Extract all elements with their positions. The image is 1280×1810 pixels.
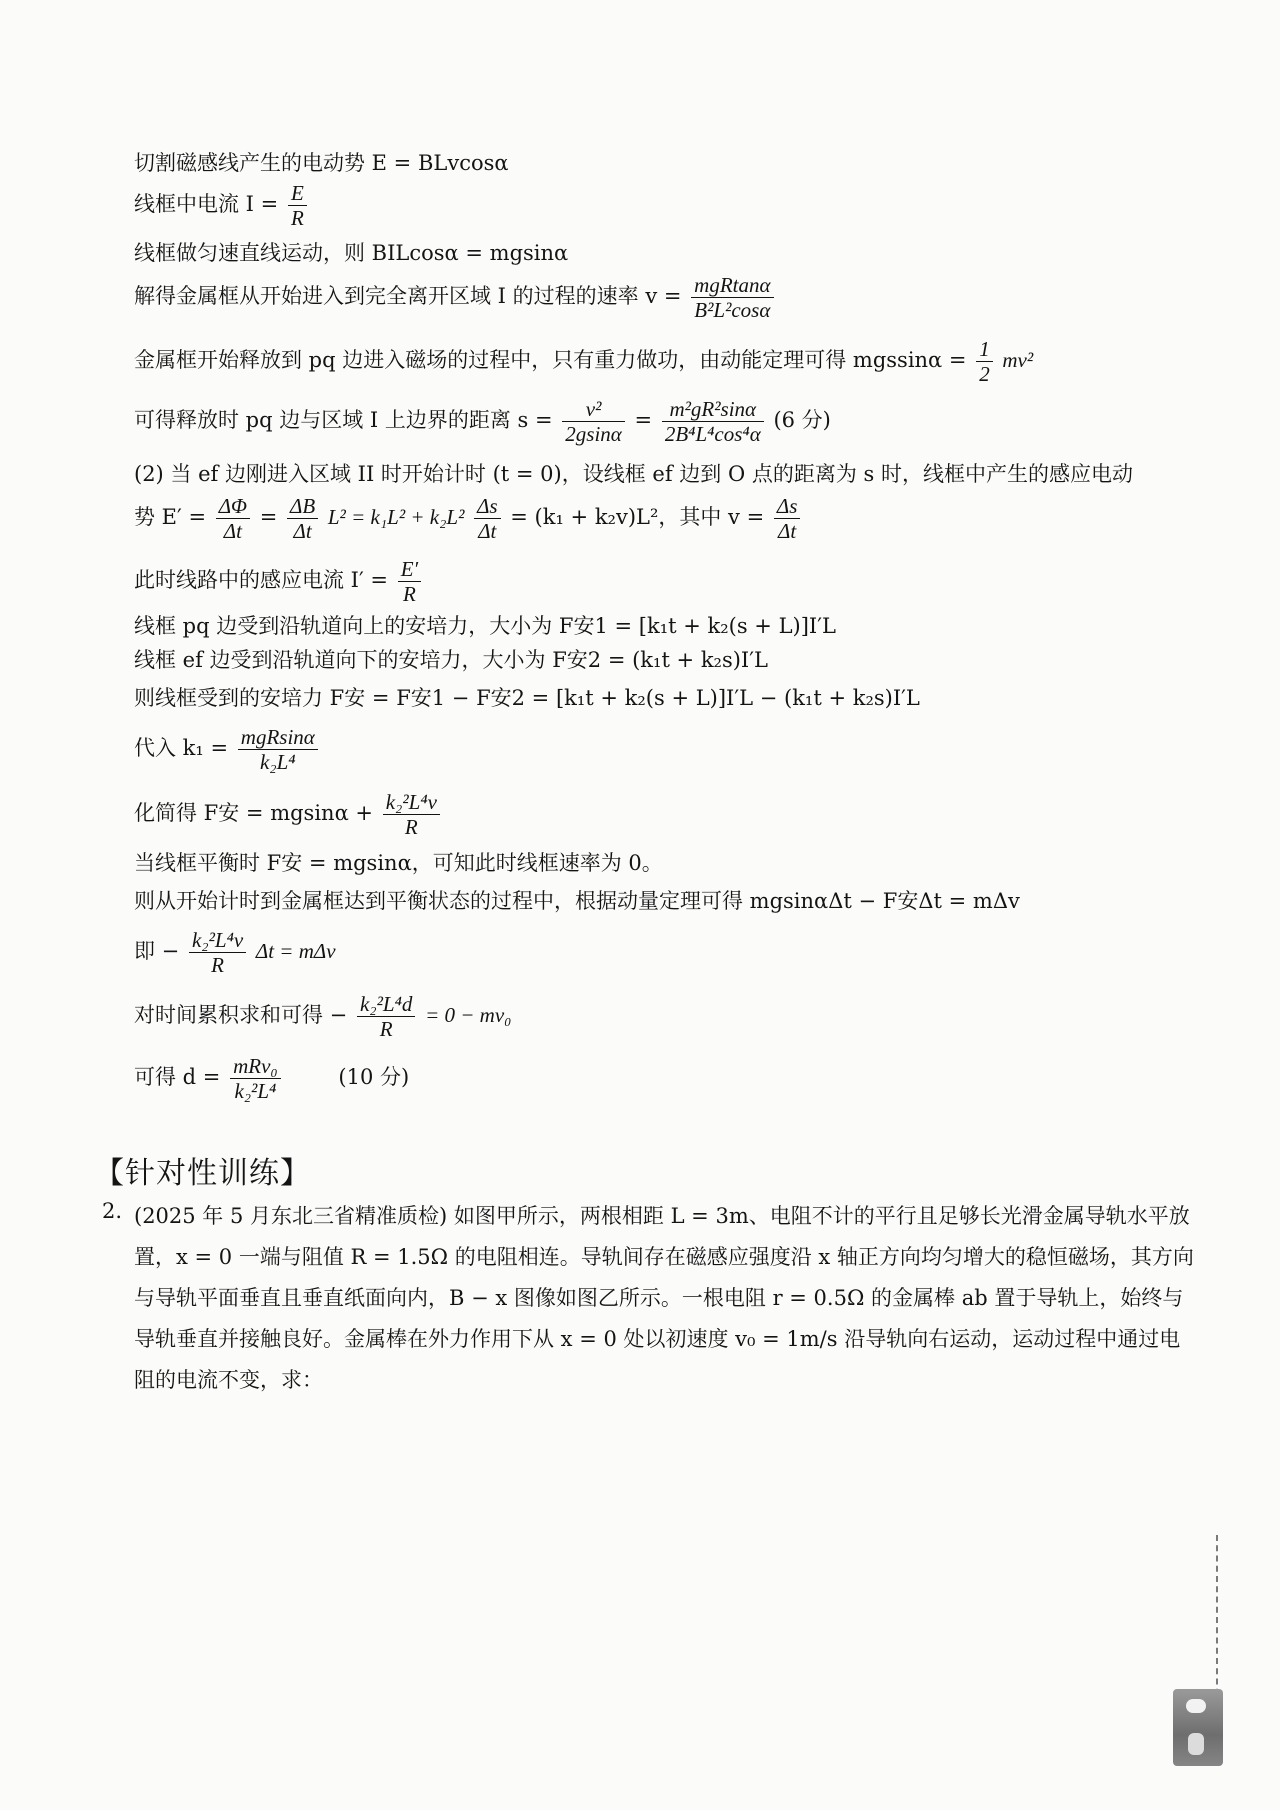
numerator: E′ xyxy=(398,557,421,582)
solution-text: 当线框平衡时 F安 = mgsinα，可知此时线框速率为 0。 xyxy=(134,851,663,875)
solution-text: 则从开始计时到金属框达到平衡状态的过程中，根据动量定理可得 mgsinαΔt − F安Δt = mΔv xyxy=(134,889,1020,913)
solution-line-14 xyxy=(134,790,443,839)
solution-text: mv² xyxy=(1002,348,1034,372)
denominator: Δt xyxy=(223,519,242,543)
numerator: v² xyxy=(562,397,625,422)
denominator: Δt xyxy=(778,519,797,543)
fraction xyxy=(562,397,625,446)
score-note: (6 分) xyxy=(773,408,831,432)
solution-line-7 xyxy=(134,459,1133,489)
solution-line-5 xyxy=(134,337,1033,386)
numerator: E xyxy=(288,181,307,206)
solution-line-17 xyxy=(134,928,336,977)
solution-text: Δt = mΔv xyxy=(255,939,336,963)
numerator: k₂²L⁴d xyxy=(357,992,415,1017)
solution-line-18 xyxy=(134,992,511,1041)
solution-line-1 xyxy=(134,148,509,178)
solution-text: 线框 pq 边受到沿轨道向上的安培力，大小为 F安1 = [k₁t + k₂(s + L)]I′L xyxy=(134,614,836,638)
fraction xyxy=(662,397,764,446)
tab-mark xyxy=(1188,1733,1204,1755)
solution-text: 对时间累积求和可得 − xyxy=(134,1003,348,1027)
solution-text: = (k₁ + k₂v)L²，其中 v = xyxy=(510,505,765,529)
numerator: 1 xyxy=(976,337,993,362)
solution-line-13 xyxy=(134,725,321,774)
denominator: 2 xyxy=(979,362,990,386)
solution-text: 金属框开始释放到 pq 边进入磁场的过程中，只有重力做功，由动能定理可得 mgssinα = xyxy=(134,348,967,372)
fraction xyxy=(287,494,318,543)
solution-text: 此时线路中的感应电流 I′ = xyxy=(134,568,389,592)
score-note: (10 分) xyxy=(338,1065,410,1089)
fraction xyxy=(216,494,250,543)
denominator: R xyxy=(403,582,416,606)
solution-line-9 xyxy=(134,557,424,606)
fraction xyxy=(357,992,415,1041)
denominator: R xyxy=(404,815,418,839)
question-number: 2. xyxy=(102,1199,123,1223)
numerator: Δs xyxy=(774,494,801,519)
numerator: k₂²L⁴v xyxy=(189,928,246,953)
fraction xyxy=(976,337,993,386)
tab-mark xyxy=(1186,1699,1206,1713)
denominator: R xyxy=(379,1017,393,1041)
solution-line-8 xyxy=(134,494,803,543)
solution-line-11 xyxy=(134,645,768,675)
solution-text: = 0 − mv₀ xyxy=(425,1003,512,1027)
numerator: ΔB xyxy=(287,494,318,519)
question-body: (2025 年 5 月东北三省精准质检) 如图甲所示，两根相距 L = 3m、电阻不计的平行且足够长光滑金属导轨水平放置，x = 0 一端与阻值 R = 1.5Ω 的电阻相连。导轨间存在磁感应强度沿 x 轴正方向均匀增大的稳恒磁场，其方向与导轨平面垂直且垂直纸面向内，B − x 图像如图乙所示。一根电阻 r = 0.5Ω 的金属棒 ab 置于导轨上，始终与导轨垂直并接触良好。金属棒在外力作用下从 x = 0 处以初速度 v₀ = 1m/s 沿导轨向右运动，运动过程中通过电阻的电流不变，求： xyxy=(134,1204,1194,1392)
solution-line-2 xyxy=(134,181,310,230)
solution-text: 势 E′ = xyxy=(134,505,207,529)
solution-line-10 xyxy=(134,611,836,641)
fraction xyxy=(383,790,440,839)
solution-line-16 xyxy=(134,886,1020,916)
fraction xyxy=(398,557,421,606)
section-heading: 【针对性训练】 xyxy=(94,1156,311,1191)
solution-line-15 xyxy=(134,848,663,878)
fraction xyxy=(691,273,773,322)
denominator: Δt xyxy=(478,519,497,543)
fraction xyxy=(189,928,246,977)
numerator: mRv₀ xyxy=(230,1054,281,1079)
denominator: 2B⁴L⁴cos⁴α xyxy=(664,422,761,446)
solution-line-19 xyxy=(134,1054,409,1103)
solution-text: 代入 k₁ = xyxy=(134,736,229,760)
denominator: k₂L⁴ xyxy=(259,750,296,774)
equals-sign: = xyxy=(634,408,653,432)
fraction xyxy=(230,1054,281,1103)
fraction xyxy=(474,494,501,543)
solution-line-4 xyxy=(134,273,777,322)
fraction xyxy=(288,181,307,230)
solution-text: 即 − xyxy=(134,939,180,963)
denominator: R xyxy=(290,206,304,230)
numerator: m²gR²sinα xyxy=(662,397,764,422)
numerator: mgRtanα xyxy=(691,273,773,298)
solution-text: 线框 ef 边受到沿轨道向下的安培力，大小为 F安2 = (k₁t + k₂s)I′L xyxy=(134,648,768,672)
numerator: Δs xyxy=(474,494,501,519)
solution-line-3 xyxy=(134,238,568,268)
denominator: k₂²L⁴ xyxy=(234,1079,277,1103)
denominator: R xyxy=(211,953,224,977)
fraction xyxy=(238,725,318,774)
solution-text: 化简得 F安 = mgsinα + xyxy=(134,801,374,825)
solution-text: 可得 d = xyxy=(134,1065,221,1089)
equals-sign: = xyxy=(259,505,278,529)
solution-text: 线框中电流 I = xyxy=(134,192,279,216)
solution-line-6 xyxy=(134,397,831,446)
solution-text: 则线框受到的安培力 F安 = F安1 − F安2 = [k₁t + k₂(s + L)]I′L − (k₁t + k₂s)I′L xyxy=(134,686,920,710)
solution-text: L² = k₁L² + k₂L² xyxy=(327,505,465,529)
numerator: mgRsinα xyxy=(238,725,318,750)
solution-text: 切割磁感线产生的电动势 E = BLvcosα xyxy=(134,151,509,175)
binding-dash-line xyxy=(1216,1535,1220,1705)
fraction xyxy=(774,494,801,543)
denominator: Δt xyxy=(293,519,312,543)
numerator: ΔΦ xyxy=(216,494,250,519)
solution-text: 可得释放时 pq 边与区域 I 上边界的距离 s = xyxy=(134,408,553,432)
solution-line-12 xyxy=(134,683,920,713)
denominator: 2gsinα xyxy=(565,422,622,446)
denominator: B²L²cosα xyxy=(694,298,771,322)
solution-text: 解得金属框从开始进入到完全离开区域 I 的过程的速率 v = xyxy=(134,284,682,308)
numerator: k₂²L⁴v xyxy=(383,790,440,815)
solution-text: 线框做匀速直线运动，则 BILcosα = mgsinα xyxy=(134,241,569,265)
solution-text: (2) 当 ef 边刚进入区域 II 时开始计时 (t = 0)，设线框 ef 边到 O 点的距离为 s 时，线框中产生的感应电动 xyxy=(134,462,1133,486)
